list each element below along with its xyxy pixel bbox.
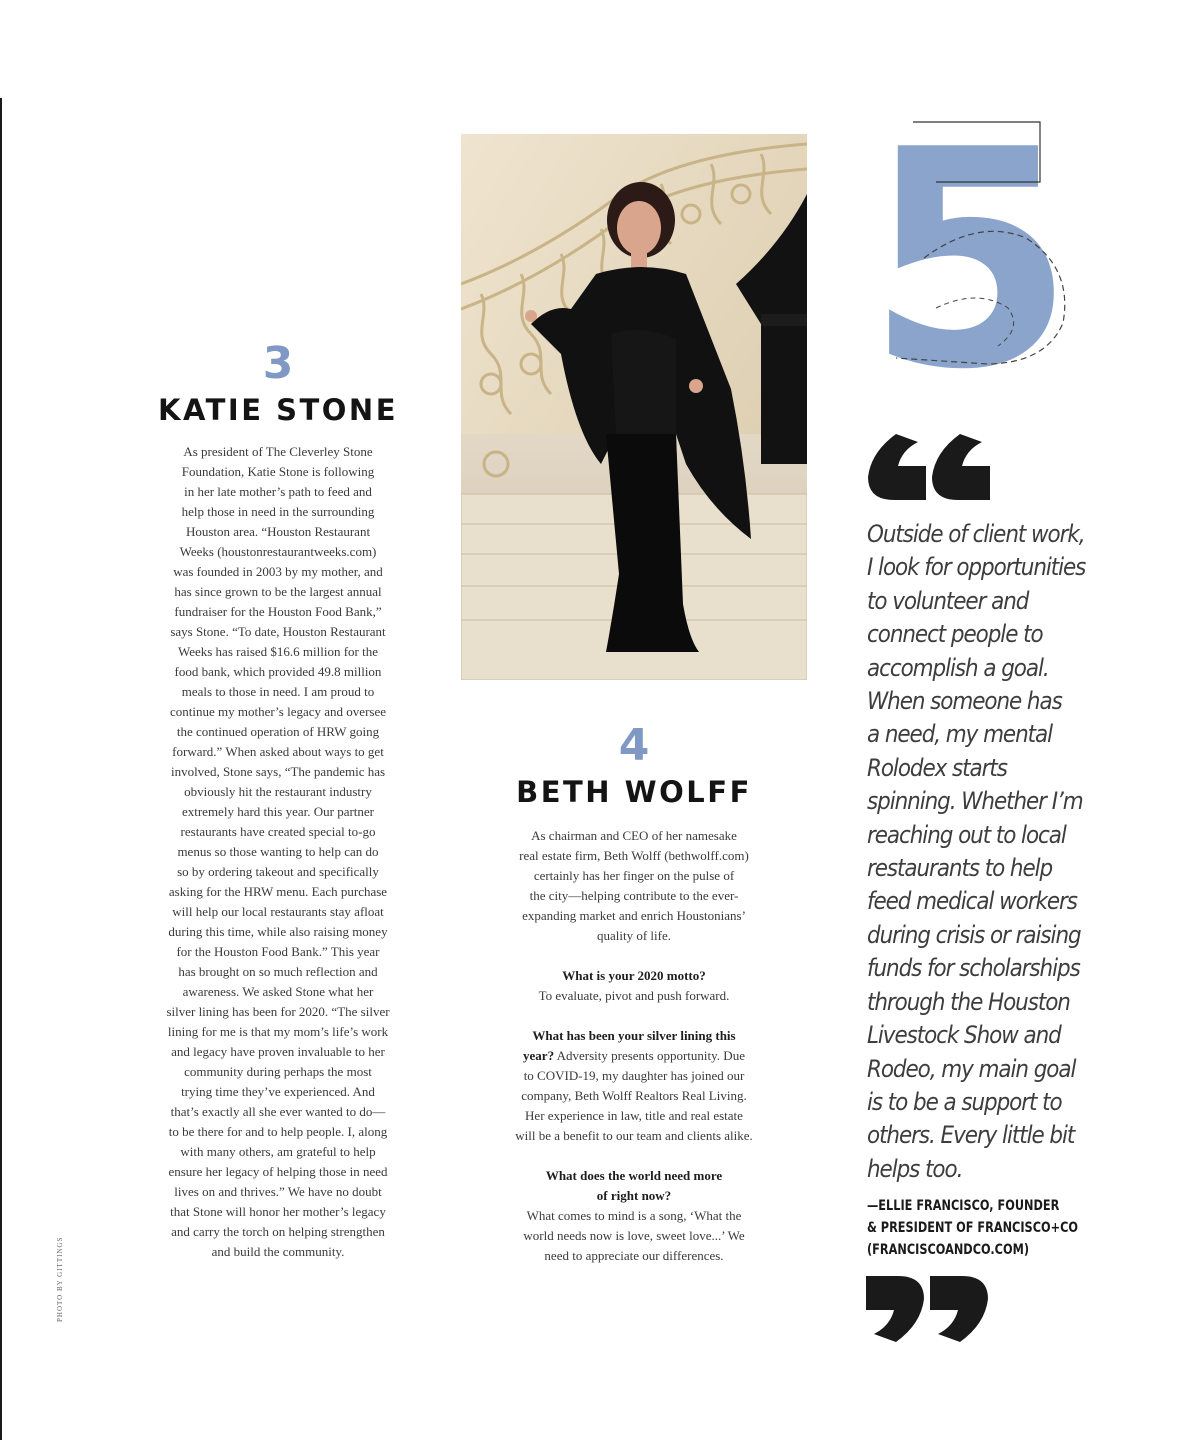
- body-line: trying time they’ve experienced. And: [181, 1084, 375, 1099]
- body-line: and legacy have proven invaluable to her: [171, 1044, 385, 1059]
- body-line: during this time, while also raising money: [168, 924, 388, 939]
- attribution-line: & PRESIDENT OF FRANCISCO+CO: [867, 1220, 1079, 1236]
- quote-line: a need, my mental: [867, 719, 1052, 749]
- quote-line: reaching out to local: [867, 819, 1066, 849]
- quote-line: to volunteer and: [867, 585, 1029, 615]
- body-line: help those in need in the surrounding: [181, 504, 375, 519]
- body-line: Weeks has raised $16.6 million for the: [177, 644, 379, 659]
- body-line: asking for the HRW menu. Each purchase: [168, 884, 388, 899]
- profile-intro: [496, 826, 772, 946]
- body-line: real estate firm, Beth Wolff (bethwolff.com): [519, 848, 749, 863]
- body-line: awareness. We asked Stone what her: [182, 984, 374, 999]
- body-line: that’s exactly all she ever wanted to do—: [170, 1104, 386, 1119]
- quote-line: helps too.: [867, 1153, 963, 1183]
- body-line: obviously hit the restaurant industry: [184, 784, 372, 799]
- answer-line: company, Beth Wolff Realtors Real Living.: [521, 1088, 747, 1103]
- body-line: silver lining has been for 2020. “The silver: [166, 1004, 390, 1019]
- answer-line: to COVID-19, my daughter has joined our: [523, 1068, 745, 1083]
- body-line: will help our local restaurants stay afloat: [172, 904, 384, 919]
- profile-katie-stone: [150, 338, 406, 1262]
- body-line: and build the community.: [211, 1244, 345, 1259]
- portrait-photo: [461, 134, 807, 680]
- quote-attribution: [867, 1195, 1078, 1261]
- body-line: As president of The Cleverley Stone: [183, 444, 373, 459]
- body-line: ensure her legacy of helping those in need: [168, 1164, 388, 1179]
- qa-question: What is your 2020 motto?: [562, 968, 706, 983]
- profile-number-5: [858, 118, 1078, 380]
- body-line: fundraiser for the Houston Food Bank,”: [174, 604, 382, 619]
- quote-line: funds for scholarships: [867, 953, 1080, 983]
- qa-world-needs: [496, 1166, 772, 1266]
- body-line: to be there for and to help people. I, along: [168, 1124, 388, 1139]
- pull-quote: [867, 517, 1086, 1185]
- body-line: continue my mother’s legacy and oversee: [170, 704, 386, 719]
- answer-line: world needs now is love, sweet love...’ We: [523, 1228, 745, 1243]
- quote-line: accomplish a goal.: [867, 652, 1049, 682]
- quote-line: spinning. Whether I’m: [867, 786, 1083, 816]
- profile-name: KATIE STONE: [157, 393, 399, 427]
- attribution-line: —ELLIE FRANCISCO, FOUNDER: [867, 1198, 1060, 1214]
- body-line: food bank, which provided 49.8 million: [174, 664, 382, 679]
- qa-answer: [496, 1206, 772, 1266]
- body-line: certainly has her finger on the pulse of: [533, 868, 735, 883]
- body-line: expanding market and enrich Houstonians’: [522, 908, 746, 923]
- body-line: involved, Stone says, “The pandemic has: [170, 764, 386, 779]
- body-line: quality of life.: [596, 928, 671, 943]
- quote-line: through the Houston: [867, 986, 1070, 1016]
- quote-line: I look for opportunities: [867, 552, 1086, 582]
- profile-number: 3: [262, 338, 294, 389]
- body-line: in her late mother’s path to feed and: [184, 484, 372, 499]
- body-line: community during perhaps the most: [184, 1064, 372, 1079]
- body-line: restaurants have created special to-go: [180, 824, 376, 839]
- quote-line: connect people to: [867, 619, 1043, 649]
- body-line: extremely hard this year. Our partner: [181, 804, 375, 819]
- body-line: Houston area. “Houston Restaurant: [185, 524, 371, 539]
- quote-line: restaurants to help: [867, 853, 1053, 883]
- answer-line: will be a benefit to our team and clients alike.: [515, 1128, 753, 1143]
- answer-line: need to appreciate our differences.: [544, 1248, 724, 1263]
- body-line: the city—helping contribute to the ever-: [529, 888, 739, 903]
- body-line: forward.” When asked about ways to get: [172, 744, 384, 759]
- qa-question-continued: year? Adversity presents opportunity. Due: [523, 1048, 745, 1063]
- answer-line: Her experience in law, title and real estate: [525, 1108, 743, 1123]
- body-line: As chairman and CEO of her namesake: [531, 828, 737, 843]
- quote-line: Rolodex starts: [867, 752, 1007, 782]
- qa-question-continued: of right now?: [596, 1188, 672, 1203]
- qa-answer: [496, 1066, 772, 1146]
- quote-line: Rodeo, my main goal: [867, 1053, 1076, 1083]
- body-line: has since grown to be the largest annual: [174, 584, 382, 599]
- body-line: has brought on so much reflection and: [178, 964, 378, 979]
- quote-line: others. Every little bit: [867, 1120, 1075, 1150]
- qa-answer: To evaluate, pivot and push forward.: [538, 988, 730, 1003]
- body-line: lives on and thrives.” We have no doubt: [174, 1184, 382, 1199]
- body-line: so by ordering takeout and specifically: [177, 864, 379, 879]
- body-line: menus so those wanting to help can do: [177, 844, 379, 859]
- photo-credit: PHOTO BY GITTINGS: [56, 1236, 64, 1322]
- body-line: lining for me is that my mom’s life’s work: [167, 1024, 389, 1039]
- body-line: Weeks (houstonrestaurantweeks.com): [179, 544, 377, 559]
- qa-silver-lining: [496, 1026, 772, 1146]
- quote-line: is to be a support to: [867, 1086, 1062, 1116]
- quote-line: Outside of client work,: [867, 519, 1085, 548]
- qa-question: What does the world need more: [545, 1168, 723, 1183]
- qa-question: What has been your silver lining this: [532, 1028, 736, 1043]
- attribution-line: (FRANCISCOANDCO.COM): [867, 1242, 1029, 1258]
- body-line: and carry the torch on helping strengthen: [171, 1224, 385, 1239]
- quote-line: feed medical workers: [867, 886, 1077, 916]
- profile-name: BETH WOLFF: [516, 775, 752, 809]
- body-line: the continued operation of HRW going: [176, 724, 380, 739]
- open-quote-icon: [866, 432, 994, 502]
- quote-line: When someone has: [867, 686, 1062, 716]
- profile-body: [150, 442, 406, 1262]
- body-line: with many others, am grateful to help: [180, 1144, 376, 1159]
- profile-number: 4: [618, 720, 650, 771]
- qa-motto: [496, 966, 772, 1006]
- body-line: meals to those in need. I am proud to: [181, 684, 375, 699]
- quote-line: during crisis or raising: [867, 919, 1081, 949]
- close-quote-icon: [866, 1274, 994, 1344]
- profile-beth-wolff: [496, 720, 772, 1266]
- body-line: was founded in 2003 by my mother, and: [173, 564, 383, 579]
- big-number-fill: 5: [866, 118, 1075, 380]
- body-line: Foundation, Katie Stone is following: [181, 464, 375, 479]
- body-line: for the Houston Food Bank.” This year: [176, 944, 380, 959]
- answer-line: What comes to mind is a song, ‘What the: [526, 1208, 742, 1223]
- quote-line: Livestock Show and: [867, 1020, 1061, 1050]
- body-line: that Stone will honor her mother’s legacy: [170, 1204, 386, 1219]
- body-line: says Stone. “To date, Houston Restaurant: [170, 624, 386, 639]
- page-edge-rule: [0, 98, 2, 1440]
